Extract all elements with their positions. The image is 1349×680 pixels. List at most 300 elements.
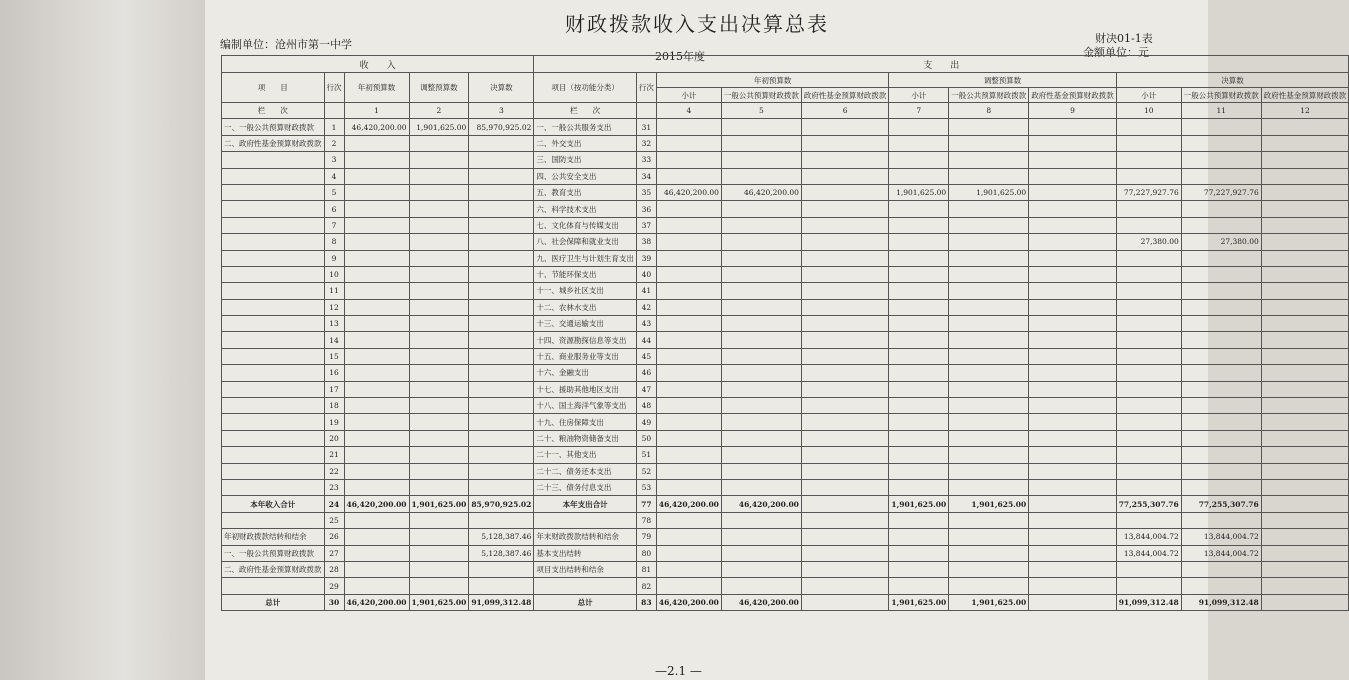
cell-inc-no: 4 (324, 168, 344, 184)
cell-inc-no: 12 (324, 299, 344, 315)
cell-inc-label (222, 250, 325, 266)
cell-inc-no: 15 (324, 348, 344, 364)
cell-c12 (1261, 365, 1349, 381)
cell-inc-no: 1 (324, 119, 344, 135)
cell-c9 (1029, 135, 1117, 151)
cell-c6 (801, 184, 889, 200)
reporting-unit: 编制单位：沧州市第一中学 (220, 38, 352, 51)
cell-c9 (1029, 201, 1117, 217)
cell-c10 (1116, 561, 1181, 577)
cell-c4 (656, 217, 721, 233)
cell-c9 (1029, 283, 1117, 299)
cell-c11 (1181, 152, 1261, 168)
cell-c10: 77,255,307.76 (1116, 496, 1181, 512)
cell-exp-label: 十九、住房保障支出 (534, 414, 637, 430)
cell-c6 (801, 512, 889, 528)
cell-inc-no: 19 (324, 414, 344, 430)
cell-c4 (656, 283, 721, 299)
cell-c11 (1181, 119, 1261, 135)
cell-c1 (344, 430, 409, 446)
cell-c4 (656, 578, 721, 594)
cell-inc-no: 26 (324, 529, 344, 545)
cell-c4 (656, 119, 721, 135)
col-num: 7 (889, 103, 949, 119)
cell-exp-no: 53 (636, 479, 656, 495)
cell-inc-no: 23 (324, 479, 344, 495)
cell-c8 (949, 119, 1029, 135)
cell-c1 (344, 316, 409, 332)
cell-c7 (889, 201, 949, 217)
cell-inc-label (222, 430, 325, 446)
lanci-label: 栏 次 (534, 103, 637, 119)
subtotal-header: 小计 (656, 88, 721, 103)
cell-c7 (889, 365, 949, 381)
cell-c8 (949, 217, 1029, 233)
cell-inc-label (222, 316, 325, 332)
cell-c8 (949, 512, 1029, 528)
cell-c1 (344, 512, 409, 528)
cell-c11 (1181, 283, 1261, 299)
cell-c2 (409, 266, 469, 282)
cell-c11 (1181, 398, 1261, 414)
cell-c2: 1,901,625.00 (409, 119, 469, 135)
cell-c5 (721, 479, 801, 495)
cell-exp-label: 十五、商业服务业等支出 (534, 348, 637, 364)
cell-c2 (409, 299, 469, 315)
cell-c9 (1029, 299, 1117, 315)
cell-c12 (1261, 266, 1349, 282)
cell-c8 (949, 332, 1029, 348)
cell-c11 (1181, 201, 1261, 217)
cell-c12 (1261, 561, 1349, 577)
cell-c6 (801, 217, 889, 233)
cell-c1 (344, 529, 409, 545)
table-row (222, 283, 1349, 299)
table-row (222, 234, 1349, 250)
cell-c8 (949, 152, 1029, 168)
cell-c1 (344, 381, 409, 397)
cell-c3 (469, 561, 534, 577)
cell-c8: 1,901,625.00 (949, 496, 1029, 512)
cell-c7: 1,901,625.00 (889, 184, 949, 200)
cell-c2 (409, 316, 469, 332)
cell-inc-no: 30 (324, 594, 344, 610)
cell-c8 (949, 447, 1029, 463)
cell-c5 (721, 447, 801, 463)
cell-c3 (469, 283, 534, 299)
cell-c11 (1181, 332, 1261, 348)
exp-initial-budget-header: 年初预算数 (656, 73, 889, 88)
cell-inc-no: 11 (324, 283, 344, 299)
cell-c8 (949, 266, 1029, 282)
cell-exp-no: 40 (636, 266, 656, 282)
cell-c1: 46,420,200.00 (344, 119, 409, 135)
cell-c1 (344, 250, 409, 266)
cell-c5 (721, 398, 801, 414)
cell-exp-no: 38 (636, 234, 656, 250)
cell-c5: 46,420,200.00 (721, 496, 801, 512)
cell-c8 (949, 283, 1029, 299)
expense-section-header: 支 出 (534, 56, 1349, 73)
col-num: 1 (344, 103, 409, 119)
cell-c10 (1116, 463, 1181, 479)
cell-c7 (889, 332, 949, 348)
cell-c8 (949, 299, 1029, 315)
cell-c9 (1029, 463, 1117, 479)
cell-c11: 13,844,004.72 (1181, 545, 1261, 561)
cell-c11 (1181, 561, 1261, 577)
cell-c12 (1261, 201, 1349, 217)
cell-c7 (889, 152, 949, 168)
cell-exp-no: 35 (636, 184, 656, 200)
cell-c7 (889, 414, 949, 430)
form-id: 财决01-1表 (1095, 32, 1153, 45)
cell-c3: 5,128,387.46 (469, 545, 534, 561)
cell-c10 (1116, 430, 1181, 446)
cell-c5: 46,420,200.00 (721, 594, 801, 610)
cell-exp-no: 37 (636, 217, 656, 233)
income-section-header: 收 入 (222, 56, 534, 73)
cell-c4 (656, 479, 721, 495)
item-header: 项 目 (222, 73, 325, 103)
table-row (222, 365, 1349, 381)
cell-c2 (409, 184, 469, 200)
cell-exp-label: 项目支出结转和结余 (534, 561, 637, 577)
cell-c2 (409, 414, 469, 430)
cell-c9 (1029, 332, 1117, 348)
gov-fund-header: 政府性基金预算财政拨款 (1261, 88, 1349, 103)
table-row (222, 594, 1349, 610)
table-row (222, 332, 1349, 348)
col-num: 4 (656, 103, 721, 119)
cell-inc-no: 7 (324, 217, 344, 233)
cell-exp-no: 77 (636, 496, 656, 512)
cell-c6 (801, 266, 889, 282)
cell-inc-no: 24 (324, 496, 344, 512)
cell-c12 (1261, 479, 1349, 495)
cell-c2 (409, 365, 469, 381)
cell-inc-no: 28 (324, 561, 344, 577)
cell-inc-label (222, 365, 325, 381)
cell-c5 (721, 463, 801, 479)
cell-c4 (656, 561, 721, 577)
cell-c1 (344, 332, 409, 348)
cell-c2 (409, 217, 469, 233)
cell-c8 (949, 348, 1029, 364)
cell-exp-no: 44 (636, 332, 656, 348)
cell-c10 (1116, 266, 1181, 282)
cell-c7 (889, 266, 949, 282)
cell-c7 (889, 217, 949, 233)
cell-c6 (801, 479, 889, 495)
cell-c7 (889, 283, 949, 299)
cell-c10 (1116, 201, 1181, 217)
cell-exp-label: 十三、交通运输支出 (534, 316, 637, 332)
cell-exp-label: 二十、粮油物资储备支出 (534, 430, 637, 446)
col-num: 2 (409, 103, 469, 119)
cell-c9 (1029, 381, 1117, 397)
cell-c5 (721, 201, 801, 217)
cell-c5 (721, 414, 801, 430)
cell-c5 (721, 348, 801, 364)
cell-c5 (721, 430, 801, 446)
cell-c1 (344, 545, 409, 561)
cell-c3 (469, 479, 534, 495)
cell-c12 (1261, 578, 1349, 594)
cell-c2: 1,901,625.00 (409, 496, 469, 512)
cell-c3: 85,970,925.02 (469, 119, 534, 135)
cell-inc-label (222, 398, 325, 414)
cell-c3 (469, 135, 534, 151)
cell-c12 (1261, 152, 1349, 168)
cell-c12 (1261, 594, 1349, 610)
cell-c10 (1116, 479, 1181, 495)
cell-c9 (1029, 250, 1117, 266)
cell-inc-label (222, 414, 325, 430)
cell-c11: 27,380.00 (1181, 234, 1261, 250)
cell-c9 (1029, 316, 1117, 332)
cell-c2: 1,901,625.00 (409, 594, 469, 610)
cell-c11: 77,255,307.76 (1181, 496, 1261, 512)
cell-c12 (1261, 512, 1349, 528)
cell-c10 (1116, 299, 1181, 315)
cell-c3 (469, 414, 534, 430)
col-num: 12 (1261, 103, 1349, 119)
cell-c12 (1261, 283, 1349, 299)
cell-c1 (344, 152, 409, 168)
cell-exp-label: 七、文化体育与传媒支出 (534, 217, 637, 233)
cell-c8: 1,901,625.00 (949, 184, 1029, 200)
cell-inc-label (222, 299, 325, 315)
cell-c5 (721, 332, 801, 348)
cell-c4 (656, 430, 721, 446)
cell-inc-no: 13 (324, 316, 344, 332)
cell-c8 (949, 201, 1029, 217)
cell-c12 (1261, 119, 1349, 135)
cell-c12 (1261, 250, 1349, 266)
cell-c9 (1029, 184, 1117, 200)
cell-c10 (1116, 250, 1181, 266)
cell-c11: 91,099,312.48 (1181, 594, 1261, 610)
cell-c11 (1181, 447, 1261, 463)
cell-exp-label: 二、外交支出 (534, 135, 637, 151)
table-row (222, 561, 1349, 577)
cell-c7 (889, 529, 949, 545)
subtotal-header: 小计 (1116, 88, 1181, 103)
cell-c6 (801, 299, 889, 315)
cell-exp-label: 十四、资源勘探信息等支出 (534, 332, 637, 348)
cell-c5 (721, 119, 801, 135)
cell-exp-no: 52 (636, 463, 656, 479)
cell-c4 (656, 529, 721, 545)
cell-c6 (801, 168, 889, 184)
cell-inc-label: 一、一般公共预算财政拨款 (222, 119, 325, 135)
cell-exp-no: 83 (636, 594, 656, 610)
cell-c3: 85,970,925.02 (469, 496, 534, 512)
cell-exp-label: 十一、城乡社区支出 (534, 283, 637, 299)
cell-c11 (1181, 299, 1261, 315)
table-row (222, 398, 1349, 414)
cell-inc-no: 22 (324, 463, 344, 479)
cell-c4 (656, 332, 721, 348)
cell-c3 (469, 512, 534, 528)
cell-inc-label (222, 479, 325, 495)
cell-c4 (656, 398, 721, 414)
cell-inc-no: 21 (324, 447, 344, 463)
cell-c9 (1029, 234, 1117, 250)
cell-c12 (1261, 348, 1349, 364)
table-row (222, 152, 1349, 168)
cell-exp-no: 34 (636, 168, 656, 184)
cell-exp-label: 总计 (534, 594, 637, 610)
lanci-label: 栏 次 (222, 103, 325, 119)
subtotal-header: 小计 (889, 88, 949, 103)
cell-c8 (949, 135, 1029, 151)
cell-c11 (1181, 578, 1261, 594)
cell-exp-label: 六、科学技术支出 (534, 201, 637, 217)
cell-c4: 46,420,200.00 (656, 184, 721, 200)
cell-c6 (801, 135, 889, 151)
cell-c4 (656, 234, 721, 250)
cell-exp-no: 41 (636, 283, 656, 299)
cell-inc-label (222, 348, 325, 364)
cell-c4: 46,420,200.00 (656, 496, 721, 512)
cell-c4 (656, 381, 721, 397)
cell-c11 (1181, 168, 1261, 184)
cell-c2 (409, 201, 469, 217)
cell-exp-label: 八、社会保障和就业支出 (534, 234, 637, 250)
cell-c6 (801, 250, 889, 266)
cell-c2 (409, 398, 469, 414)
cell-c12 (1261, 184, 1349, 200)
cell-c8 (949, 463, 1029, 479)
col-num: 10 (1116, 103, 1181, 119)
cell-c1 (344, 398, 409, 414)
cell-inc-label (222, 447, 325, 463)
cell-exp-no: 51 (636, 447, 656, 463)
table-row (222, 578, 1349, 594)
cell-c7: 1,901,625.00 (889, 594, 949, 610)
cell-c7 (889, 381, 949, 397)
cell-exp-no: 32 (636, 135, 656, 151)
cell-c9 (1029, 398, 1117, 414)
cell-c1: 46,420,200.00 (344, 594, 409, 610)
cell-c3 (469, 299, 534, 315)
cell-c1 (344, 299, 409, 315)
table-row (222, 463, 1349, 479)
cell-c7 (889, 463, 949, 479)
adjusted-budget-header: 调整预算数 (409, 73, 469, 103)
cell-c7 (889, 234, 949, 250)
general-public-header: 一般公共预算财政拨款 (949, 88, 1029, 103)
cell-c10 (1116, 316, 1181, 332)
table-row (222, 266, 1349, 282)
cell-exp-no: 39 (636, 250, 656, 266)
cell-exp-label: 十二、农林水支出 (534, 299, 637, 315)
cell-c2 (409, 561, 469, 577)
cell-c5 (721, 529, 801, 545)
cell-inc-no: 29 (324, 578, 344, 594)
cell-c2 (409, 168, 469, 184)
cell-inc-label (222, 283, 325, 299)
table-row (222, 348, 1349, 364)
cell-c4 (656, 447, 721, 463)
table-row (222, 217, 1349, 233)
cell-c9 (1029, 119, 1117, 135)
cell-exp-no: 31 (636, 119, 656, 135)
cell-c3 (469, 152, 534, 168)
cell-c4 (656, 365, 721, 381)
cell-c4 (656, 463, 721, 479)
cell-c11 (1181, 365, 1261, 381)
cell-c3 (469, 447, 534, 463)
cell-c11 (1181, 316, 1261, 332)
cell-c7 (889, 545, 949, 561)
cell-c7 (889, 447, 949, 463)
cell-exp-label: 本年支出合计 (534, 496, 637, 512)
cell-exp-no: 81 (636, 561, 656, 577)
cell-c1 (344, 201, 409, 217)
cell-c3 (469, 316, 534, 332)
cell-c6 (801, 348, 889, 364)
general-public-header: 一般公共预算财政拨款 (721, 88, 801, 103)
cell-inc-no: 18 (324, 398, 344, 414)
money-unit: 金额单位：元 (1083, 46, 1149, 59)
cell-c6 (801, 152, 889, 168)
cell-c2 (409, 463, 469, 479)
cell-c5 (721, 266, 801, 282)
cell-c6 (801, 283, 889, 299)
cell-c7 (889, 430, 949, 446)
cell-c6 (801, 332, 889, 348)
cell-c4 (656, 512, 721, 528)
cell-c3: 5,128,387.46 (469, 529, 534, 545)
cell-exp-label: 年末财政拨款结转和结余 (534, 529, 637, 545)
cell-c4 (656, 201, 721, 217)
cell-c5 (721, 250, 801, 266)
cell-c12 (1261, 414, 1349, 430)
col-num: 11 (1181, 103, 1261, 119)
cell-c11 (1181, 266, 1261, 282)
cell-c8 (949, 381, 1029, 397)
cell-inc-label: 总计 (222, 594, 325, 610)
cell-c12 (1261, 496, 1349, 512)
cell-c11 (1181, 135, 1261, 151)
cell-c10 (1116, 414, 1181, 430)
cell-c9 (1029, 594, 1117, 610)
cell-inc-label (222, 168, 325, 184)
cell-c2 (409, 332, 469, 348)
cell-inc-no: 10 (324, 266, 344, 282)
cell-c7 (889, 512, 949, 528)
gov-fund-header: 政府性基金预算财政拨款 (1029, 88, 1117, 103)
cell-c5 (721, 578, 801, 594)
cell-c8 (949, 234, 1029, 250)
table-row (222, 299, 1349, 315)
cell-c10 (1116, 348, 1181, 364)
cell-c8 (949, 561, 1029, 577)
cell-inc-label (222, 512, 325, 528)
col-num: 5 (721, 103, 801, 119)
cell-c3 (469, 381, 534, 397)
cell-c10 (1116, 332, 1181, 348)
cell-c12 (1261, 447, 1349, 463)
cell-c5: 46,420,200.00 (721, 184, 801, 200)
cell-c11 (1181, 348, 1261, 364)
cell-c11 (1181, 463, 1261, 479)
cell-c10 (1116, 398, 1181, 414)
cell-c10 (1116, 283, 1181, 299)
